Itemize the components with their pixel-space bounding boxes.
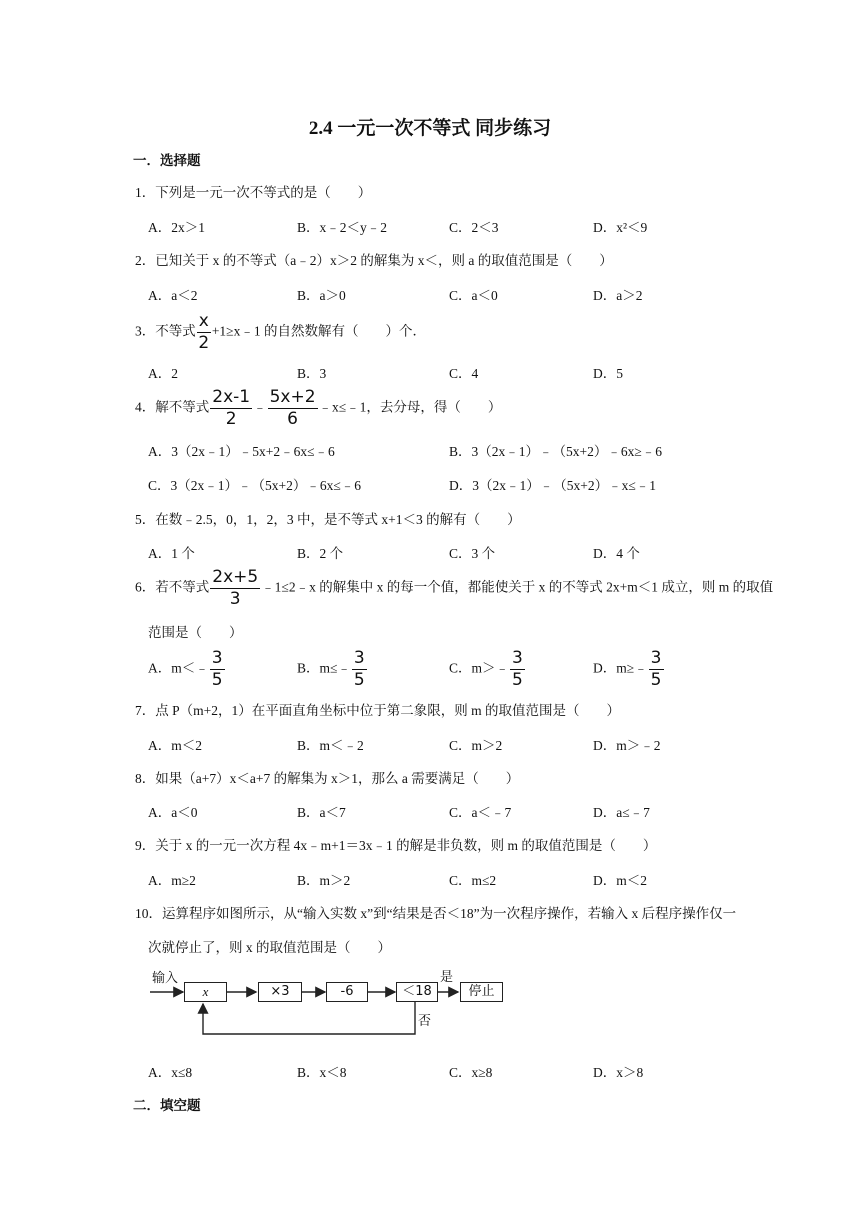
question-3-fraction <box>197 313 211 352</box>
option-fraction <box>649 650 664 689</box>
question-4-fraction-2 <box>268 389 318 428</box>
question-3-option-d: D．5 <box>593 366 623 381</box>
flowchart-yes-label: 是 <box>440 970 454 985</box>
question-4-option-c: C．3（2x﹣1）﹣（5x+2）﹣6x≤﹣6 <box>148 478 362 493</box>
option-fraction <box>210 650 225 689</box>
question-2-option-c: C．a＜0 <box>449 288 498 303</box>
question-3-suffix: +1≥x﹣1 的自然数解有（ ）个． <box>211 323 426 339</box>
question-6-option-a <box>148 650 226 689</box>
page-title: 2.4 一元一次不等式 同步练习 <box>308 118 552 139</box>
question-6-option-d <box>593 650 665 689</box>
question-2-option-d: D．a＞2 <box>593 288 643 303</box>
question-10-option-c: C．x≥8 <box>449 1065 493 1080</box>
question-6-stem-line2: 范围是（ ） <box>148 625 243 640</box>
fraction-numerator: x <box>198 311 209 331</box>
flowchart-box-stop: 停止 <box>460 982 503 1002</box>
question-10-option-a: A．x≤8 <box>148 1065 193 1080</box>
question-10-stem-line2: 次就停止了，则 x 的取值范围是（ ） <box>148 940 391 955</box>
question-7-option-b: B．m＜﹣2 <box>297 738 364 753</box>
question-3-prefix: 3．不等式 <box>135 323 196 339</box>
question-5-stem: 5．在数﹣2.5，0，1，2，3 中，是不等式 x+1＜3 的解有（ ） <box>135 512 521 527</box>
question-1-option-b: B．x﹣2＜y﹣2 <box>297 220 388 235</box>
fraction-denominator: 5 <box>211 670 223 690</box>
question-4-option-d: D．3（2x﹣1）﹣（5x+2）﹣x≤﹣1 <box>449 478 657 493</box>
question-10-option-d: D．x＞8 <box>593 1065 644 1080</box>
flowchart-box-x: x <box>184 982 227 1002</box>
fraction-denominator: 5 <box>650 670 662 690</box>
section-heading-fill: 二．填空题 <box>133 1098 201 1113</box>
question-3-option-b: B．3 <box>297 366 327 381</box>
fraction-numerator: 3 <box>650 648 662 668</box>
flowchart-input-label: 输入 <box>152 971 179 986</box>
question-3-option-a: A．2 <box>148 366 178 381</box>
question-3-option-c: C．4 <box>449 366 479 381</box>
option-fraction <box>510 650 525 689</box>
question-4-minus: ﹣ <box>253 399 267 415</box>
question-5-option-a: A．1 个 <box>148 546 195 561</box>
question-5-option-d: D．4 个 <box>593 546 640 561</box>
question-6-option-b <box>297 650 368 689</box>
question-9-stem: 9．关于 x 的一元一次方程 4x﹣m+1＝3x﹣1 的解是非负数，则 m 的取值范围是（ ） <box>135 838 657 853</box>
question-1-stem: 1．下列是一元一次不等式的是（ ） <box>135 185 372 200</box>
question-8-option-d: D．a≤﹣7 <box>593 805 650 820</box>
question-4-option-b: B．3（2x﹣1）﹣（5x+2）﹣6x≥﹣6 <box>449 444 663 459</box>
flowchart-box-minus6: -6 <box>326 982 368 1002</box>
question-8-option-b: B．a＜7 <box>297 805 346 820</box>
fraction-denominator: 5 <box>512 670 523 690</box>
question-7-option-c: C．m＞2 <box>449 738 503 753</box>
option-text: D．m≥﹣ <box>593 660 648 676</box>
question-7-option-d: D．m＞﹣2 <box>593 738 661 753</box>
option-text: A．m＜﹣ <box>148 660 209 676</box>
question-2-option-b: B．a＞0 <box>297 288 346 303</box>
option-fraction <box>352 650 367 689</box>
question-4-suffix: ﹣x≤﹣1，去分母，得（ ） <box>318 399 502 415</box>
question-1-option-d: D．x²＜9 <box>593 220 648 235</box>
flowchart-no-label: 否 <box>418 1014 432 1029</box>
question-6-prefix: 6．若不等式 <box>135 579 210 595</box>
fraction-numerator: 3 <box>353 648 365 668</box>
question-8-stem: 8．如果（a+7）x＜a+7 的解集为 x＞1，那么 a 需要满足（ ） <box>135 771 520 786</box>
question-4-stem <box>135 389 501 428</box>
fraction-numerator: 5x+2 <box>269 387 316 407</box>
question-8-option-c: C．a＜﹣7 <box>449 805 512 820</box>
question-4-option-a: A．3（2x﹣1）﹣5x+2﹣6x≤﹣6 <box>148 444 335 459</box>
question-9-option-c: C．m≤2 <box>449 873 497 888</box>
question-2-stem: 2．已知关于 x 的不等式（a﹣2）x＞2 的解集为 x＜，则 a 的取值范围是（ ） <box>135 253 613 268</box>
question-4-fraction-1 <box>210 389 252 428</box>
option-text: B．m≤﹣ <box>297 660 351 676</box>
question-7-stem: 7．点 P（m+2，1）在平面直角坐标中位于第二象限，则 m 的取值范围是（ ） <box>135 703 620 718</box>
section-heading-choice: 一．选择题 <box>133 153 201 168</box>
fraction-numerator: 2x-1 <box>212 387 251 407</box>
fraction-denominator: 5 <box>353 670 365 690</box>
question-2-option-a: A．a＜2 <box>148 288 198 303</box>
option-text: C．m＞﹣ <box>449 660 510 676</box>
question-6-option-c <box>449 650 526 689</box>
fraction-denominator: 2 <box>198 333 210 353</box>
question-9-option-b: B．m＞2 <box>297 873 351 888</box>
question-10-stem: 10．运算程序如图所示，从“输入实数 x”到“结果是否＜18”为一次程序操作，若输入 x 后程序操作仅一 <box>135 906 737 921</box>
question-10-option-b: B．x＜8 <box>297 1065 347 1080</box>
fraction-numerator: 3 <box>512 648 523 668</box>
question-8-option-a: A．a＜0 <box>148 805 198 820</box>
flowchart-box-times3: ×3 <box>258 982 302 1002</box>
question-9-option-d: D．m＜2 <box>593 873 647 888</box>
arrow-no-loop <box>203 1002 415 1034</box>
question-1-option-c: C．2＜3 <box>449 220 499 235</box>
question-5-option-b: B．2 个 <box>297 546 344 561</box>
question-6-fraction <box>210 569 260 608</box>
flowchart-box-lt18: ＜18 <box>396 982 438 1002</box>
fraction-numerator: 3 <box>211 648 223 668</box>
question-6-suffix: ﹣1≤2﹣x 的解集中 x 的每一个值，都能使关于 x 的不等式 2x+m＜1 成立，则 m 的取值 <box>261 579 774 595</box>
question-4-prefix: 4．解不等式 <box>135 399 210 415</box>
question-5-option-c: C．3 个 <box>449 546 496 561</box>
question-9-option-a: A．m≥2 <box>148 873 196 888</box>
question-3-stem <box>135 313 426 352</box>
fraction-denominator: 6 <box>287 409 298 429</box>
question-7-option-a: A．m＜2 <box>148 738 202 753</box>
fraction-denominator: 3 <box>229 589 241 609</box>
question-6-stem <box>135 569 773 608</box>
question-1-option-a: A．2x＞1 <box>148 220 205 235</box>
fraction-denominator: 2 <box>225 409 237 429</box>
fraction-numerator: 2x+5 <box>212 567 259 587</box>
